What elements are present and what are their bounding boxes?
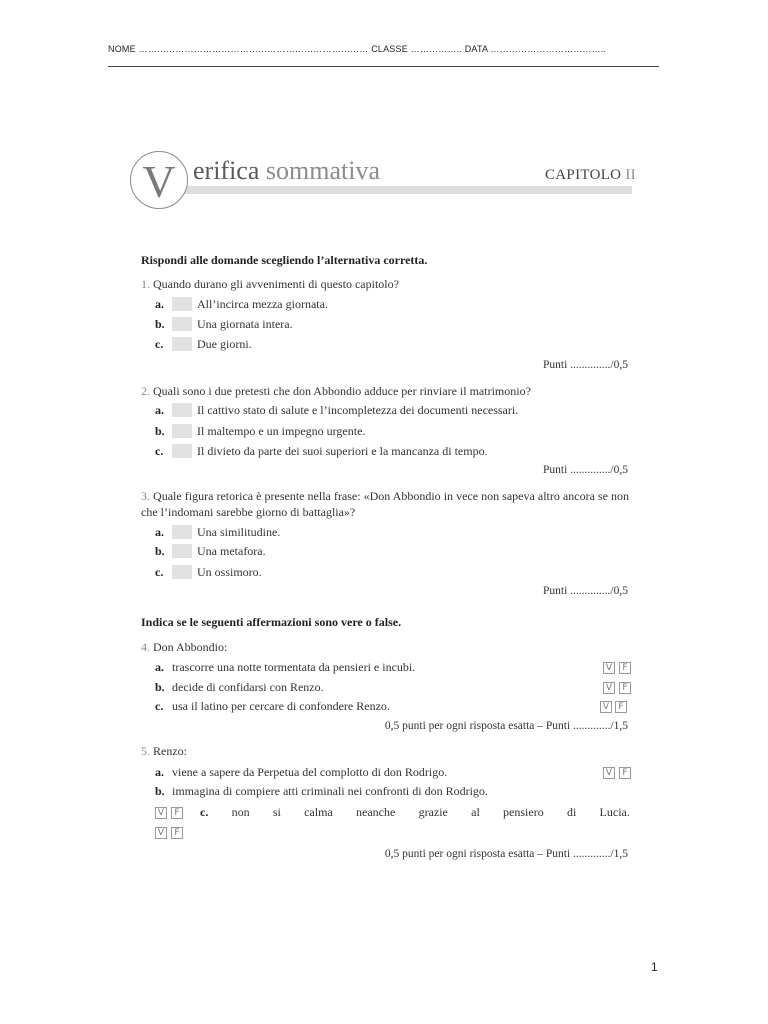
- item-letter: b.: [155, 680, 165, 694]
- answer-checkbox[interactable]: [172, 424, 192, 438]
- chapter-label: [545, 167, 636, 184]
- item-word: neanche: [356, 805, 396, 819]
- score-line: Punti ............../0,5: [543, 585, 628, 597]
- option-text: Due giorni.: [197, 337, 252, 351]
- answer-checkbox[interactable]: [172, 317, 192, 331]
- false-box[interactable]: F: [171, 807, 183, 819]
- option-text: Il divieto da parte dei suoi superiori e la mancanza di tempo.: [197, 444, 488, 458]
- item-text: trascorre una notte tormentata da pensieri e incubi.: [172, 660, 416, 674]
- option-text: Una similitudine.: [197, 525, 281, 539]
- item-word: di: [566, 805, 577, 819]
- false-box[interactable]: F: [619, 767, 631, 779]
- option-letter: b.: [155, 544, 165, 558]
- answer-checkbox[interactable]: [172, 297, 192, 311]
- item-c-row: [200, 805, 630, 820]
- page-title: [193, 156, 380, 186]
- answer-checkbox[interactable]: [172, 444, 192, 458]
- item-text: viene a sapere da Perpetua del complotto di don Rodrigo.: [172, 765, 448, 779]
- question-5: [141, 744, 187, 759]
- false-box[interactable]: F: [171, 827, 183, 839]
- answer-checkbox[interactable]: [172, 403, 192, 417]
- header-divider: [108, 66, 659, 67]
- title-band: [135, 186, 632, 194]
- option-letter: a.: [155, 403, 164, 417]
- option-letter: a.: [155, 525, 164, 539]
- item-letter: a.: [155, 660, 164, 674]
- question-3: [141, 489, 629, 520]
- option-text: Un ossimoro.: [197, 565, 262, 579]
- false-box[interactable]: F: [619, 662, 631, 674]
- page-number: 1: [651, 960, 658, 974]
- score-line: 0,5 punti per ogni risposta esatta – Punti ............./1,5: [384, 848, 628, 860]
- true-box[interactable]: V: [600, 701, 612, 713]
- item-letter: b.: [155, 784, 165, 798]
- option-letter: c.: [155, 565, 164, 579]
- item-text: decide di confidarsi con Renzo.: [172, 680, 324, 694]
- score-line: Punti ............../0,5: [543, 464, 628, 476]
- answer-checkbox[interactable]: [172, 337, 192, 351]
- question-number: 2.: [141, 384, 150, 398]
- true-box[interactable]: V: [603, 767, 615, 779]
- question-number: 3.: [141, 489, 150, 503]
- item-word: pensiero: [503, 805, 544, 819]
- title-word-1: erifica: [193, 156, 260, 185]
- question-2: [141, 384, 531, 399]
- item-word: calma: [304, 805, 333, 819]
- question-text: Quale figura retorica è presente nella frase: «Don Abbondio in vece non sapeva altro ancora se non che l’indomani sarebbe giorno di battaglia»?: [141, 489, 629, 519]
- false-box[interactable]: F: [615, 701, 627, 713]
- chapter-text: CAPITOLO: [545, 167, 626, 183]
- question-text: Quali sono i due pretesti che don Abbondio adduce per rinviare il matrimonio?: [150, 384, 531, 398]
- item-word: Lucia.: [599, 805, 630, 819]
- option-text: Una giornata intera.: [197, 317, 293, 331]
- question-text: Renzo:: [150, 744, 187, 758]
- item-word: grazie: [418, 805, 448, 819]
- section-1-instruction: Rispondi alle domande scegliendo l’alternativa corretta.: [141, 253, 428, 267]
- question-4: [141, 640, 227, 655]
- question-number: 5.: [141, 744, 150, 758]
- item-word: si: [272, 805, 281, 819]
- item-letter: c.: [200, 805, 209, 819]
- option-letter: b.: [155, 317, 165, 331]
- title-initial: V: [142, 156, 176, 207]
- item-text: immagina di compiere atti criminali nei confronti di don Rodrigo.: [172, 784, 488, 798]
- student-info-line: NOME ………………………………………………………………… CLASSE …………….. DATA ………………………………..: [108, 44, 607, 54]
- option-text: Il cattivo stato di salute e l’incompletezza dei documenti necessari.: [197, 403, 519, 417]
- option-letter: c.: [155, 444, 164, 458]
- question-text: Don Abbondio:: [150, 640, 228, 654]
- false-box[interactable]: F: [619, 682, 631, 694]
- option-letter: b.: [155, 424, 165, 438]
- answer-checkbox[interactable]: [172, 565, 192, 579]
- true-box[interactable]: V: [603, 682, 615, 694]
- option-text: All’incirca mezza giornata.: [197, 297, 328, 311]
- option-letter: c.: [155, 337, 164, 351]
- question-number: 1.: [141, 277, 150, 291]
- answer-checkbox[interactable]: [172, 544, 192, 558]
- score-line: Punti ............../0,5: [543, 359, 628, 371]
- question-1: [141, 277, 399, 292]
- option-text: Il maltempo e un impegno urgente.: [197, 424, 366, 438]
- chapter-number: II: [625, 167, 636, 183]
- item-word: al: [471, 805, 480, 819]
- true-box[interactable]: V: [155, 807, 167, 819]
- item-letter: c.: [155, 699, 164, 713]
- option-text: Una metafora.: [197, 544, 266, 558]
- item-text: usa il latino per cercare di confondere Renzo.: [172, 699, 390, 713]
- title-word-2: sommativa: [259, 156, 380, 185]
- true-box[interactable]: V: [155, 827, 167, 839]
- section-2-instruction: Indica se le seguenti affermazioni sono vere o false.: [141, 615, 402, 629]
- score-line: 0,5 punti per ogni risposta esatta – Punti ............./1,5: [384, 720, 628, 732]
- question-number: 4.: [141, 640, 150, 654]
- answer-checkbox[interactable]: [172, 525, 192, 539]
- option-letter: a.: [155, 297, 164, 311]
- true-box[interactable]: V: [603, 662, 615, 674]
- item-letter: a.: [155, 765, 164, 779]
- question-text: Quando durano gli avvenimenti di questo capitolo?: [150, 277, 399, 291]
- item-word: non: [231, 805, 250, 819]
